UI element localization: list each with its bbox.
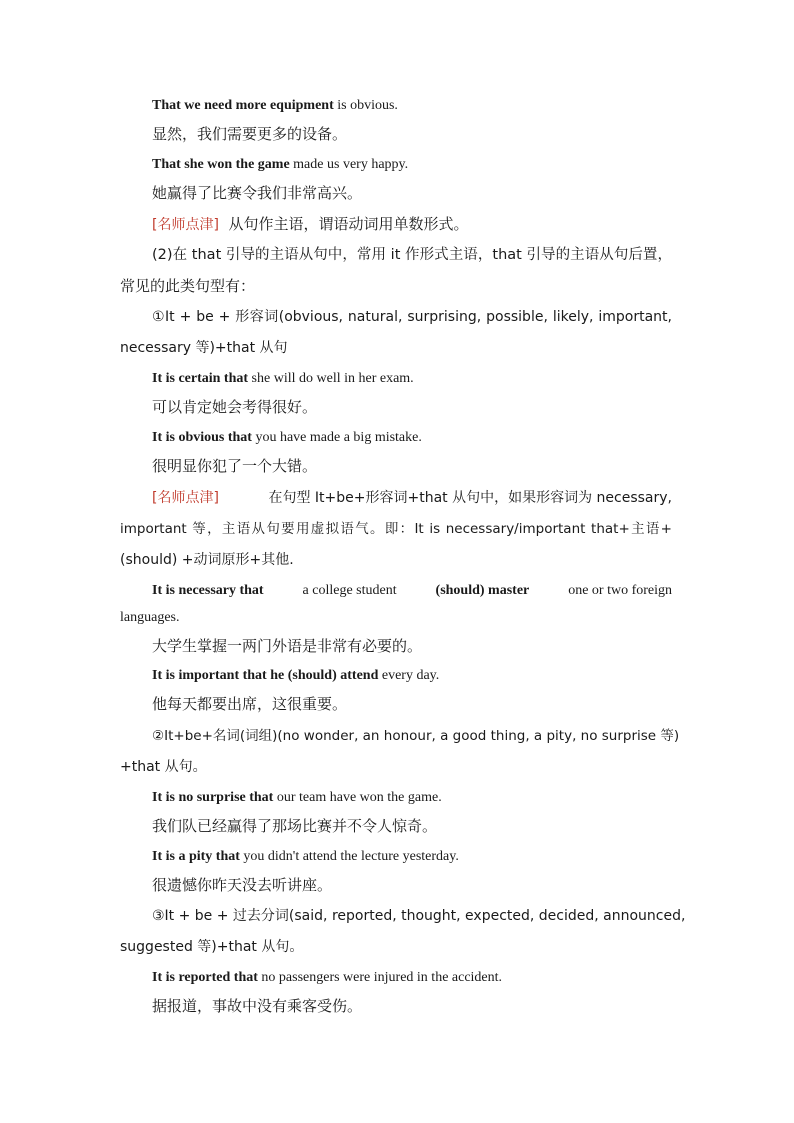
example-sentence-9: It is reported that no passengers were injured in the accident. <box>152 970 503 985</box>
example-translation-6: 他每天都要出席，这很重要。 <box>152 695 348 713</box>
tip-label: [名师点津] <box>152 490 219 506</box>
rule-2-line-2: +that 从句。 <box>120 759 207 775</box>
teacher-tip-1: [名师点津] 从句作主语，谓语动词用单数形式。 <box>152 215 469 233</box>
teacher-tip-2-line-3: (should) +动词原形+其他. <box>120 552 294 568</box>
example-sentence-2: That she won the game made us very happy. <box>152 157 409 172</box>
teacher-tip-2-line-2: important 等，主语从句要用虚拟语气。即：It is necessary/important that+主语+ <box>120 521 672 537</box>
rule-3-line-1: ③It + be + 过去分词(said, reported, thought, expected, decided, announced, <box>152 908 686 924</box>
teacher-tip-2-line-1: [名师点津] 在句型 It+be+形容词+that 从句中，如果形容词为 necessary, <box>152 490 672 506</box>
example-translation-1: 显然，我们需要更多的设备。 <box>152 125 348 143</box>
rule-3-line-2: suggested 等)+that 从句。 <box>120 939 304 955</box>
example-translation-9: 据报道，事故中没有乘客受伤。 <box>152 997 363 1015</box>
example-translation-2: 她赢得了比赛令我们非常高兴。 <box>152 184 363 202</box>
example-translation-4: 很明显你犯了一个大错。 <box>152 457 318 475</box>
example-sentence-5-line-1: It is necessary that a college student (should) master one or two foreign <box>152 583 672 598</box>
example-sentence-3: It is certain that she will do well in her exam. <box>152 371 414 386</box>
example-sentence-6: It is important that he (should) attend every day. <box>152 668 440 683</box>
rule-1-line-2: necessary 等)+that 从句 <box>120 340 288 356</box>
tip-label: [名师点津] <box>152 217 219 233</box>
example-sentence-8: It is a pity that you didn't attend the lecture yesterday. <box>152 849 459 864</box>
example-translation-8: 很遗憾你昨天没去听讲座。 <box>152 876 333 894</box>
example-sentence-4: It is obvious that you have made a big mistake. <box>152 430 422 445</box>
example-translation-3: 可以肯定她会考得很好。 <box>152 398 318 416</box>
example-sentence-7: It is no surprise that our team have won the game. <box>152 790 442 805</box>
paragraph-2-line-2: 常见的此类句型有： <box>120 277 256 295</box>
rule-2-line-1: ②It+be+名词(词组)(no wonder, an honour, a good thing, a pity, no surprise 等) <box>152 728 680 744</box>
paragraph-2-line-1: (2)在 that 引导的主语从句中，常用 it 作形式主语，that 引导的主语从句后置， <box>152 247 672 263</box>
example-translation-5: 大学生掌握一两门外语是非常有必要的。 <box>152 637 423 655</box>
rule-1-line-1: ①It + be + 形容词(obvious, natural, surprising, possible, likely, important, <box>152 309 672 325</box>
example-translation-7: 我们队已经赢得了那场比赛并不令人惊奇。 <box>152 817 438 835</box>
example-sentence-1: That we need more equipment is obvious. <box>152 98 398 113</box>
example-sentence-5-line-2: languages. <box>120 610 180 625</box>
